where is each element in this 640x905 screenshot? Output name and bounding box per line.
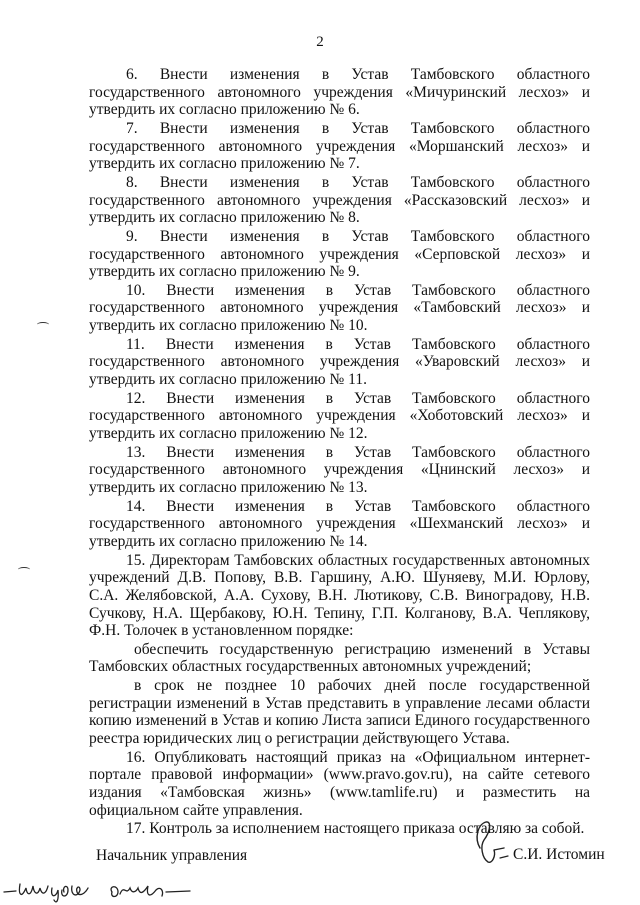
paragraph-11: 11. Внести изменения в Устав Тамбовского областного государственного автономного учреждения «Уваровский лесхоз» и утвердить их согласно приложению № 11. bbox=[89, 335, 590, 389]
signature-scribble bbox=[470, 818, 510, 866]
paragraph-8: 8. Внести изменения в Устав Тамбовского областного государственного автономного учреждения «Рассказовский лесхоз» и утвердить их согласно приложению № 8. bbox=[89, 173, 590, 227]
paragraph-7: 7. Внести изменения в Устав Тамбовского областного государственного автономного учреждения «Моршанский лесхоз» и утвердить их согласно приложению № 7. bbox=[89, 119, 590, 173]
margin-mark bbox=[18, 567, 30, 572]
paragraph-9: 9. Внести изменения в Устав Тамбовского областного государственного автономного учреждения «Серповской лесхоз» и утвердить их согласно приложению № 9. bbox=[89, 227, 590, 281]
paragraph-13: 13. Внести изменения в Устав Тамбовского областного государственного автономного учреждения «Цнинский лесхоз» и утвердить их согласно приложению № 13. bbox=[89, 443, 590, 496]
paragraph-14: 14. Внести изменения в Устав Тамбовского областного государственного автономного учреждения «Шехманский лесхоз» и утвердить их согласно приложению № 14. bbox=[89, 497, 590, 550]
margin-mark bbox=[37, 322, 49, 327]
paragraph-15: 15. Директорам Тамбовских областных государственных автономных учреждений Д.В. Попову, В.В. Гаршину, А.Ю. Шуняеву, М.И. Юрлову, С.А. Желябовской, А.А. Сухову, В.Н. Лютикову, С.В. Виноградову, Н.В. Сучкову, Н.А. Щербакову, Ю.Н. Тепину, Г.П. Колганову, В.А. Чеплякову, Ф.Н. Толочек в установленном порядке: bbox=[89, 551, 590, 640]
paragraph-6: 6. Внести изменения в Устав Тамбовского областного государственного автономного учреждения «Мичуринский лесхоз» и утвердить их согласно приложению № 6. bbox=[89, 66, 590, 119]
paragraph-17: 17. Контроль за исполнением настоящего приказа оставляю за собой. bbox=[126, 820, 585, 838]
signatory-title: Начальник управления bbox=[96, 847, 248, 864]
subparagraph-registration: обеспечить государственную регистрацию изменений в Уставы Тамбовских областных государственных автономных учреждений; bbox=[89, 640, 590, 676]
subparagraph-deadline: в срок не позднее 10 рабочих дней после государственной регистрации изменений в Устав представить в управление лесами области копию изменений в Устав и копию Листа записи Единого государственного реестра юридических лиц о регистрации действующего Устава. bbox=[89, 677, 590, 748]
handwritten-note bbox=[0, 874, 210, 905]
paragraph-12: 12. Внести изменения в Устав Тамбовского областного государственного автономного учреждения «Хоботовский лесхоз» и утвердить их согласно приложению № 12. bbox=[89, 389, 590, 442]
paragraph-16: 16. Опубликовать настоящий приказ на «Официальном интернет-портале правовой информации» (www.pravo.gov.ru), на сайте сетевого издания «Тамбовская жизнь» (www.tamlife.ru) и разместить на официальном сайте управления. bbox=[89, 748, 590, 819]
page-number: 2 bbox=[316, 34, 324, 50]
document-body bbox=[89, 66, 590, 839]
signatory-name: С.И. Истомин bbox=[513, 846, 605, 863]
paragraph-10: 10. Внести изменения в Устав Тамбовского областного государственного автономного учреждения «Тамбовский лесхоз» и утвердить их согласно приложению № 10. bbox=[89, 281, 590, 335]
